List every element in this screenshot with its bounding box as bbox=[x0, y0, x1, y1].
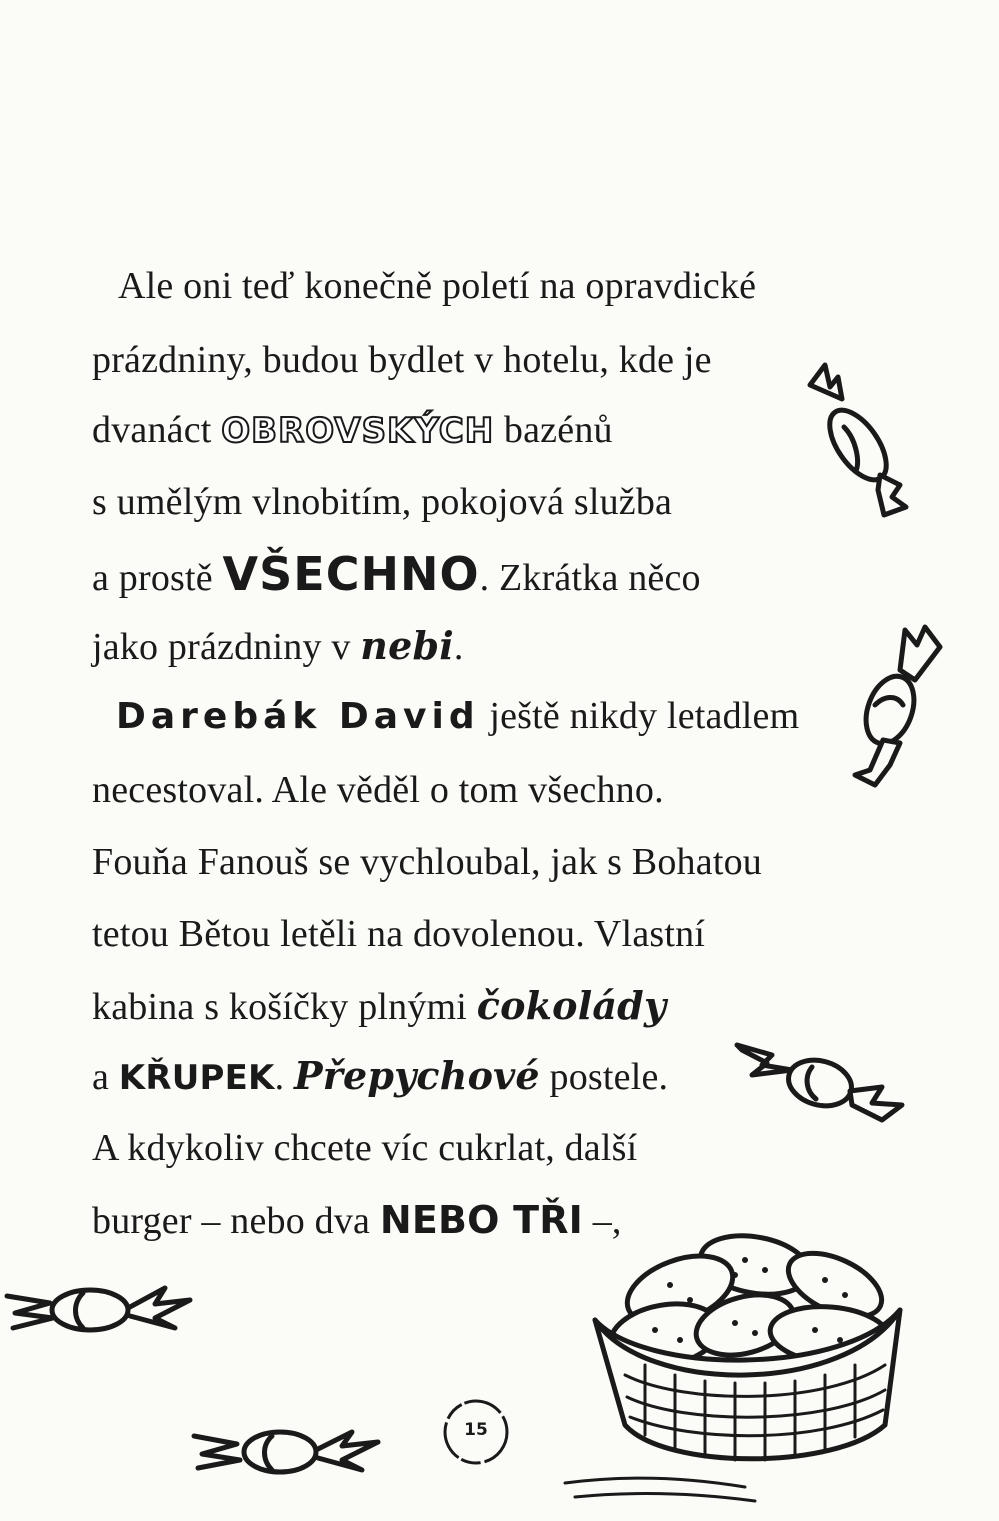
candy-icon bbox=[192, 1420, 382, 1480]
text-line-2: prázdniny, budou bydlet v hotelu, kde je bbox=[92, 339, 712, 381]
text-line-10: tetou Bětou letěli na dovolenou. Vlastní bbox=[92, 913, 706, 955]
page-number bbox=[438, 1392, 514, 1468]
text-line-1: Ale oni teď konečně poletí na opravdické bbox=[118, 265, 757, 307]
emphasis-nebi: nebi bbox=[360, 623, 454, 668]
text-line-13: A kdykoliv chcete víc cukrlat, další bbox=[92, 1127, 638, 1169]
candy-icon bbox=[732, 1025, 912, 1125]
text-line-9: Fouňa Fanouš se vychloubal, jak s Bohatou bbox=[92, 841, 762, 883]
text-line-12: a KŘUPEK. Přepychové postele. bbox=[92, 1053, 669, 1098]
text-line-5: a prostě VŠECHNO. Zkrátka něco bbox=[92, 547, 701, 601]
character-name-darebak-david: Darebák David bbox=[116, 696, 480, 737]
candy-icon bbox=[5, 1278, 195, 1338]
bread-basket-icon bbox=[585, 1225, 905, 1515]
text-line-8: necestoval. Ale věděl o tom všechno. bbox=[92, 769, 664, 811]
emphasis-outline-obrovskych: OBROVSKÝCH bbox=[221, 411, 495, 451]
text-line-6: jako prázdniny v nebi. bbox=[92, 623, 464, 668]
emphasis-prepychove: Přepychové bbox=[294, 1053, 540, 1098]
text-line-3: dvanáct OBROVSKÝCH bazénů bbox=[92, 409, 613, 451]
candy-icon bbox=[800, 365, 910, 525]
emphasis-vsechno: VŠECHNO bbox=[222, 547, 480, 601]
text-line-4: s umělým vlnobitím, pokojová služba bbox=[92, 481, 673, 523]
text-line-14: burger – nebo dva NEBO TŘI –, bbox=[92, 1198, 622, 1242]
emphasis-cokolady: čokolády bbox=[476, 983, 667, 1028]
text-line-11: kabina s košíčky plnými čokolády bbox=[92, 983, 667, 1028]
page-number-label: 15 bbox=[464, 1420, 488, 1440]
emphasis-krupek: KŘUPEK bbox=[118, 1058, 275, 1098]
candy-icon bbox=[845, 625, 955, 800]
emphasis-nebo-tri: NEBO TŘI bbox=[379, 1198, 584, 1242]
text-line-7: Darebák David ještě nikdy letadlem bbox=[116, 695, 800, 737]
